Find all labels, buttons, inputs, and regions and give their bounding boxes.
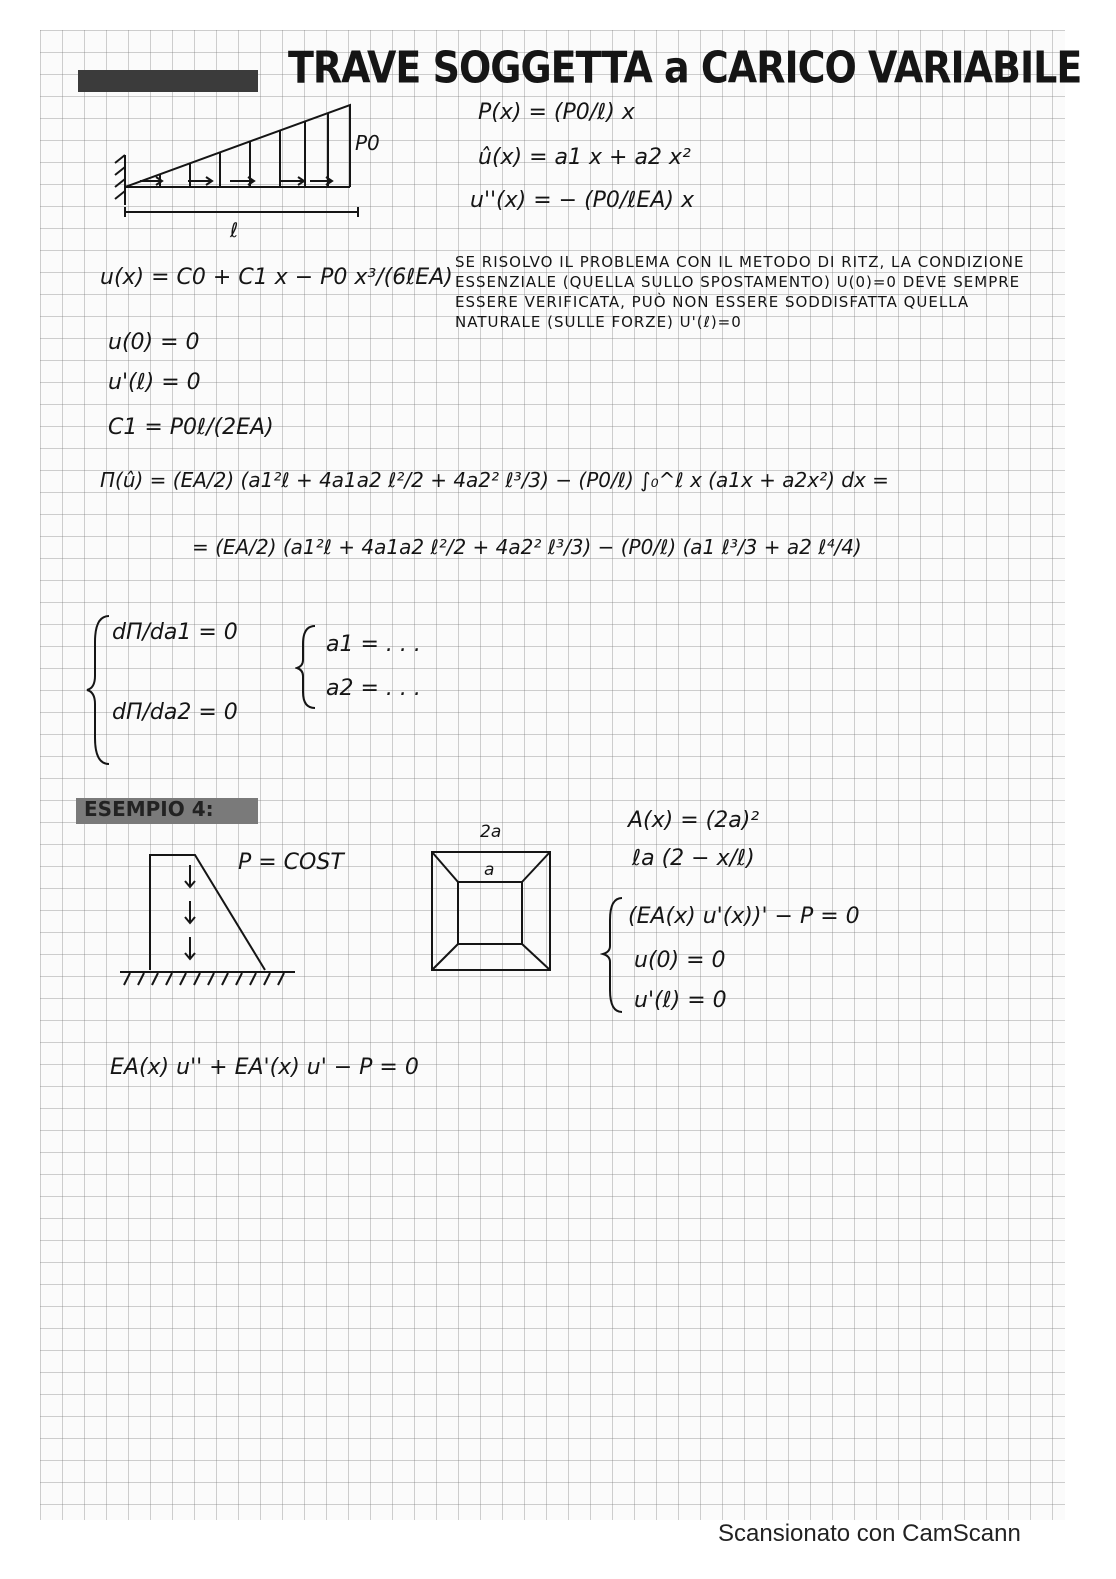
outer-side-label: 2a <box>480 822 502 842</box>
expanded-equation: EA(x) u'' + EA'(x) u' − P = 0 <box>110 1055 419 1080</box>
exact-solution: u(x) = C0 + C1 x − P0 x³/(6ℓEA) <box>100 265 453 290</box>
bc-displacement: u(0) = 0 <box>634 948 726 973</box>
load-equation: P(x) = (P0/ℓ) x <box>478 100 635 125</box>
inner-side-label: a <box>484 860 495 880</box>
energy-functional-expanded: = (EA/2) (a1²ℓ + 4a1a2 ℓ²/2 + 4a2² ℓ³/3) − (P0/ℓ) (a1 ℓ³/3 + a2 ℓ⁴/4) <box>192 535 862 559</box>
distributed-load-label: P = COST <box>238 850 344 875</box>
ritz-method-note: SE RISOLVO IL PROBLEMA CON IL METODO DI RITZ, LA CONDIZIONE ESSENZIALE (QUELLA SULLO SPOSTAMENTO) U(0)=0 DEVE SEMPRE ESSERE VERIFICATA, PUÒ NON ESSERE SODDISFATTA QUELLA NATURALE (SULLE FORZE) U'(ℓ)=0 <box>455 253 1025 331</box>
example-label: ESEMPIO 4: <box>84 797 214 821</box>
boundary-condition-1: u(0) = 0 <box>108 330 200 355</box>
scanner-watermark: Scansionato con CamScann <box>718 1520 1021 1547</box>
bc-natural: u'(ℓ) = 0 <box>634 988 727 1013</box>
inner-square <box>458 882 522 944</box>
c1-equation: C1 = P0ℓ/(2EA) <box>108 415 274 440</box>
stationarity-eq-2: dΠ/da2 = 0 <box>112 700 238 725</box>
governing-equation: (EA(x) u'(x))' − P = 0 <box>628 904 860 929</box>
length-label: ℓ <box>230 218 239 242</box>
page-title: TRAVE SOGGETTA a CARICO VARIABILE <box>288 42 1082 93</box>
trial-function: û(x) = a1 x + a2 x² <box>478 145 691 170</box>
load-label: P0 <box>355 131 380 155</box>
coefficient-a1: a1 = . . . <box>326 632 421 657</box>
system-brace-2 <box>295 622 319 712</box>
triangular-load <box>125 105 350 187</box>
area-equation: A(x) = (2a)² <box>628 808 760 833</box>
beam-load-diagram <box>100 95 390 245</box>
coefficient-a2: a2 = . . . <box>326 676 421 701</box>
hollow-square-section <box>428 848 554 974</box>
system-brace-1 <box>85 612 115 767</box>
title-highlight <box>78 70 258 92</box>
energy-functional: Π(û) = (EA/2) (a1²ℓ + 4a1a2 ℓ²/2 + 4a2² ℓ³/3) − (P0/ℓ) ∫₀^ℓ x (a1x + a2x²) dx = <box>100 468 889 492</box>
area-equation-2: ℓa (2 − x/ℓ) <box>632 846 755 871</box>
stationarity-eq-1: dΠ/da1 = 0 <box>112 620 238 645</box>
governing-system-brace <box>600 894 626 1016</box>
boundary-condition-2: u'(ℓ) = 0 <box>108 370 201 395</box>
second-derivative-equation: u''(x) = − (P0/ℓEA) x <box>470 188 694 213</box>
